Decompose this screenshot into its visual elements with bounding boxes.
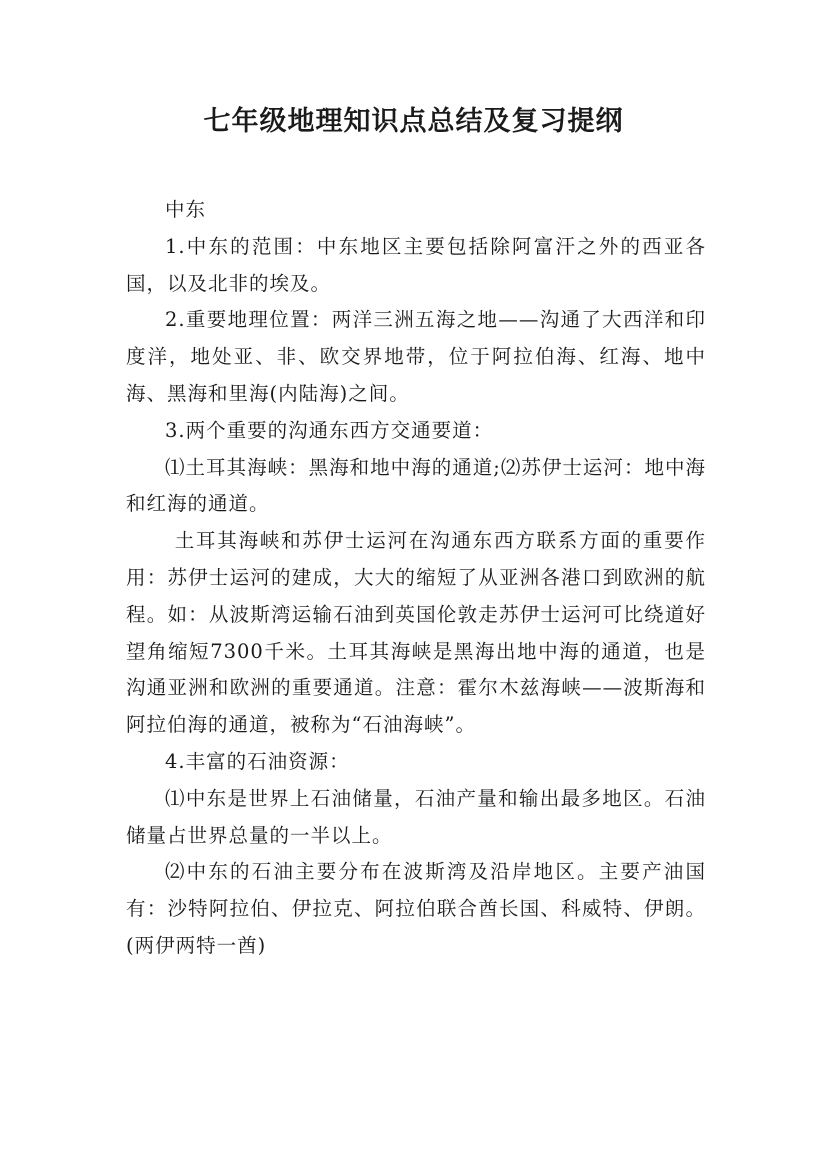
paragraph-routes-importance: 土耳其海峡和苏伊士运河在沟通东西方联系方面的重要作用：苏伊士运河的建成，大大的缩短了从亚洲各港口到欧洲的航程。如：从波斯湾运输石油到英国伦敦走苏伊士运河可比绕道好望角缩短7300千米。土耳其海峡是黑海出地中海的通道，也是沟通亚洲和欧洲的重要通道。注意：霍尔木兹海峡——波斯海和阿拉伯海的通道，被称为“石油海峡”。	[126, 529, 706, 737]
document-title: 七年级地理知识点总结及复习提纲	[203, 106, 624, 137]
paragraph-oil-distribution: ⑵中东的石油主要分布在波斯湾及沿岸地区。主要产油国有：沙特阿拉伯、伊拉克、阿拉伯联合酋长国、科威特、伊朗。(两伊两特一酋)	[126, 860, 706, 957]
paragraph-oil-heading: 4.丰富的石油资源：	[165, 749, 350, 773]
paragraph-oil-reserves: ⑴中东是世界上石油储量，石油产量和输出最多地区。石油储量占世界总量的一半以上。	[126, 786, 706, 847]
paragraph-scope: 1.中东的范围：中东地区主要包括除阿富汗之外的西亚各国，以及北非的埃及。	[126, 234, 706, 295]
paragraph-routes-heading: 3.两个重要的沟通东西方交通要道：	[165, 418, 494, 442]
paragraph-location: 2.重要地理位置：两洋三洲五海之地——沟通了大西洋和印度洋，地处亚、非、欧交界地带，位于阿拉伯海、红海、地中海、黑海和里海(内陆海)之间。	[126, 308, 706, 405]
document-body	[126, 192, 706, 965]
section-heading-middle-east: 中东	[165, 198, 207, 221]
paragraph-routes-list: ⑴土耳其海峡：黑海和地中海的通道;⑵苏伊士运河：地中海和红海的通道。	[126, 455, 706, 516]
